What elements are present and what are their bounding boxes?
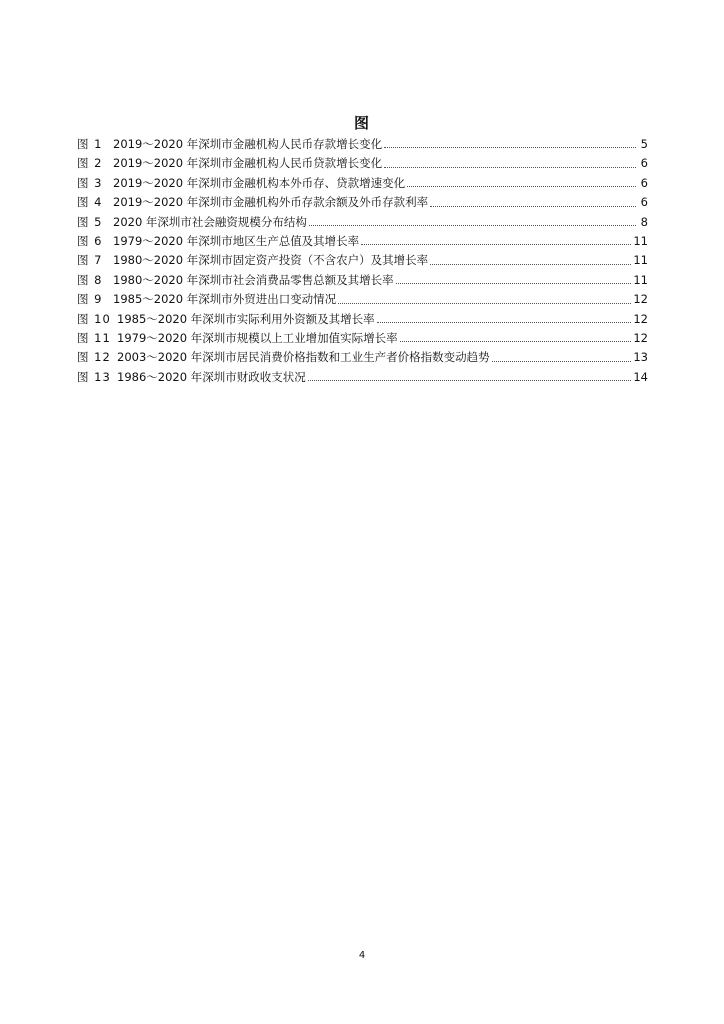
figure-label: 图 7	[77, 253, 103, 268]
figure-label: 图 5	[77, 214, 103, 229]
figure-label: 图 9	[77, 292, 103, 307]
dot-leader	[384, 146, 636, 148]
figure-label: 图 6	[77, 233, 103, 248]
toc-entry[interactable]	[77, 271, 648, 290]
toc-entry[interactable]	[77, 251, 648, 270]
figure-label: 图 12	[77, 350, 111, 365]
figure-caption: 1979～2020 年深圳市地区生产总值及其增长率	[113, 233, 360, 248]
figure-caption: 2019～2020 年深圳市金融机构外币存款余额及外币存款利率	[113, 195, 429, 210]
figure-label: 图 4	[77, 195, 103, 210]
page-number: 4	[358, 950, 366, 961]
toc-entry[interactable]	[77, 368, 648, 387]
page-reference: 5	[640, 136, 648, 151]
figure-caption: 2019～2020 年深圳市金融机构本外币存、贷款增速变化	[113, 175, 406, 190]
page-reference: 6	[640, 175, 648, 190]
dot-leader	[338, 302, 631, 304]
figure-label: 图 3	[77, 175, 103, 190]
dot-leader	[430, 205, 636, 207]
figure-list	[77, 135, 648, 387]
page-reference: 14	[633, 369, 648, 384]
figure-caption: 2019～2020 年深圳市金融机构人民币存款增长变化	[113, 136, 383, 151]
dot-leader	[400, 340, 632, 342]
page-reference: 6	[640, 195, 648, 210]
toc-entry[interactable]	[77, 213, 648, 232]
toc-entry[interactable]	[77, 193, 648, 212]
page-reference: 11	[633, 272, 648, 287]
page-reference: 8	[640, 214, 648, 229]
toc-entry[interactable]	[77, 154, 648, 173]
figure-caption: 1979～2020 年深圳市规模以上工业增加值实际增长率	[117, 330, 398, 345]
figure-caption: 2020 年深圳市社会融资规模分布结构	[113, 214, 307, 229]
figure-caption: 2003～2020 年深圳市居民消费价格指数和工业生产者价格指数变动趋势	[117, 350, 490, 365]
page-reference: 13	[633, 350, 648, 365]
dot-leader	[430, 263, 631, 265]
figure-label: 图 2	[77, 156, 103, 171]
dot-leader	[407, 185, 636, 187]
figure-label: 图 8	[77, 272, 103, 287]
toc-entry[interactable]	[77, 232, 648, 251]
page-reference: 11	[633, 253, 648, 268]
toc-entry[interactable]	[77, 135, 648, 154]
figure-caption: 1985～2020 年深圳市实际利用外资额及其增长率	[117, 311, 375, 326]
page-title: 图	[353, 114, 370, 132]
figure-caption: 1980～2020 年深圳市社会消费品零售总额及其增长率	[113, 272, 394, 287]
toc-entry[interactable]	[77, 310, 648, 329]
page-reference: 12	[633, 330, 648, 345]
figure-label: 图 13	[77, 369, 111, 384]
figure-caption: 2019～2020 年深圳市金融机构人民币贷款增长变化	[113, 156, 383, 171]
figure-caption: 1986～2020 年深圳市财政收支状况	[117, 369, 306, 384]
toc-entry[interactable]	[77, 329, 648, 348]
dot-leader	[396, 282, 632, 284]
figure-label: 图 11	[77, 330, 111, 345]
page-reference: 11	[633, 233, 648, 248]
dot-leader	[492, 360, 632, 362]
toc-entry[interactable]	[77, 348, 648, 367]
figure-caption: 1985～2020 年深圳市外贸进出口变动情况	[113, 292, 337, 307]
dot-leader	[377, 321, 632, 323]
dot-leader	[361, 243, 631, 245]
dot-leader	[309, 224, 636, 226]
page-reference: 12	[633, 311, 648, 326]
figure-caption: 1980～2020 年深圳市固定资产投资（不含农户）及其增长率	[113, 253, 429, 268]
figure-label: 图 1	[77, 136, 103, 151]
figure-label: 图 10	[77, 311, 111, 326]
page-reference: 12	[633, 292, 648, 307]
toc-entry[interactable]	[77, 174, 648, 193]
dot-leader	[308, 379, 632, 381]
page-reference: 6	[640, 156, 648, 171]
dot-leader	[384, 166, 636, 168]
toc-entry[interactable]	[77, 290, 648, 309]
